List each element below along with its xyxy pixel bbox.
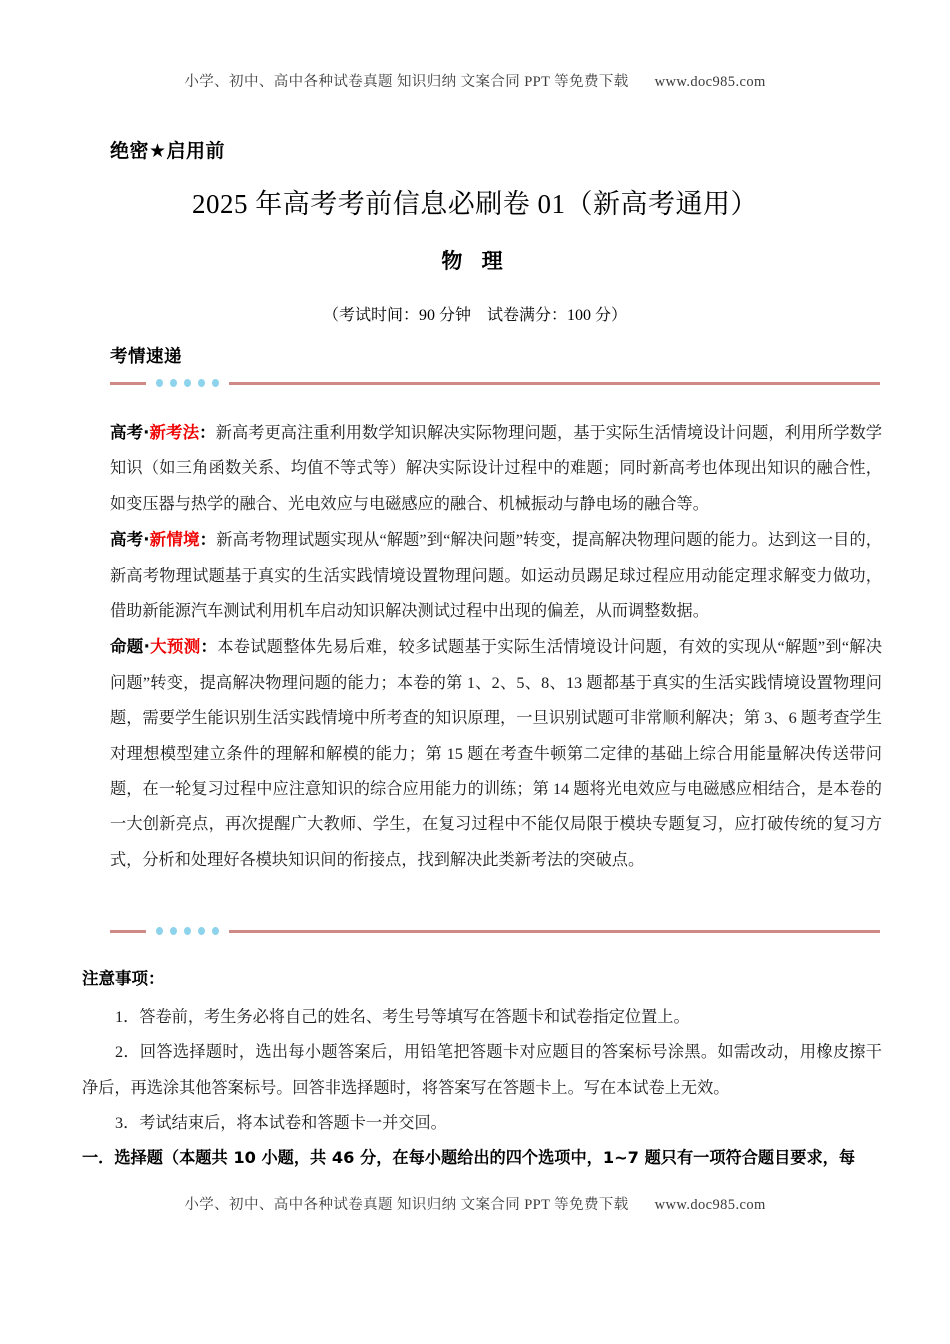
notice-item: 3．考试结束后，将本试卷和答题卡一并交回。 bbox=[115, 1114, 447, 1133]
exam-brief-body bbox=[110, 415, 882, 878]
divider-dot-icon bbox=[156, 379, 163, 387]
brief-tag bbox=[110, 637, 217, 656]
brief-paragraph-text: 新高考物理试题实现从“解题”到“解决问题”转变，提高解决物理问题的能力。达到这一目的，新高考物理试题基于真实的生活实践情境设置物理问题。如运动员踢足球过程应用动能定理求解变力做功，借助新能源汽车测试利用机车启动知识解决测试过程中出现的偏差，从而调整数据。 bbox=[110, 531, 882, 621]
divider-dots bbox=[156, 379, 219, 387]
divider-line-left bbox=[110, 382, 146, 385]
decorative-divider-bottom bbox=[110, 925, 880, 937]
brief-paragraph-text: 本卷试题整体先易后难，较多试题基于实际生活情境设计问题，有效的实现从“解题”到“解决问题”转变，提高解决物理问题的能力；本卷的第 1、2、5、8、13 题都基于真实的生活实践情境设置物理问题，需要学生能识别生活实践情境中所考查的知识原理，一旦识别试题可非常顺利解决；第 3、6 题考查学生对理想模型建立条件的理解和解模的能力；第 15 题在考查牛顿第二定律的基础上综合用能量解决传送带问题，在一轮复习过程中应注意知识的综合应用能力的训练；第 14 题将光电效应与电磁感应相结合，是本卷的一大创新亮点，再次提醒广大教师、学生，在复习过程中不能仅局限于模块专题复习，应打破传统的复习方式，分析和处理好各模块知识间的衔接点，找到解决此类新考法的突破点。 bbox=[110, 638, 883, 869]
secret-label: 绝密★启用前 bbox=[110, 140, 226, 162]
running-footer-text: 小学、初中、高中各种试卷真题 知识归纳 文案合同 PPT 等免费下载 bbox=[184, 1197, 629, 1213]
divider-dot-icon bbox=[212, 379, 219, 387]
divider-dot-icon bbox=[184, 379, 191, 387]
brief-tag-keyword: 大预测 bbox=[149, 637, 201, 657]
brief-paragraph bbox=[110, 522, 882, 629]
notice-item: 2．回答选择题时，选出每小题答案后，用铅笔把答题卡对应题目的答案标号涂黑。如需改动，用橡皮擦干净后，再选涂其他答案标号。回答非选择题时，将答案写在答题卡上。写在本试卷上无效。 bbox=[82, 1043, 882, 1097]
question-section-heading: 一．选择题（本题共 10 小题，共 46 分，在每小题给出的四个选项中，1~7 题只有一项符合题目要求，每 bbox=[82, 1148, 856, 1167]
brief-tag-keyword: 新情境 bbox=[149, 530, 200, 550]
divider-line-left bbox=[110, 930, 146, 933]
brief-tag-keyword: 新考法 bbox=[149, 423, 200, 442]
divider-dot-icon bbox=[170, 927, 177, 935]
brief-paragraph-text: 新高考更高注重利用数学知识解决实际物理问题，基于实际生活情境设计问题，利用所学数学知识（如三角函数关系、均值不等式等）解决实际设计过程中的难题；同时新高考也体现出知识的融合性，如变压器与热学的融合、光电效应与电磁感应的融合、机械振动与静电场的融合等。 bbox=[110, 424, 883, 513]
subject-title: 物 理 bbox=[441, 249, 509, 273]
brief-tag-prefix: 高考· bbox=[110, 423, 150, 442]
divider-dot-icon bbox=[184, 927, 191, 935]
decorative-divider-top bbox=[110, 377, 880, 389]
brief-tag bbox=[110, 530, 216, 549]
brief-tag bbox=[110, 423, 216, 442]
running-footer bbox=[0, 1193, 950, 1214]
brief-tag-prefix: 高考· bbox=[110, 530, 150, 550]
divider-line-right bbox=[229, 930, 880, 933]
brief-tag-colon: ： bbox=[199, 530, 217, 550]
divider-dot-icon bbox=[156, 927, 163, 935]
exam-duration-label: （考试时间：90 分钟 bbox=[322, 307, 471, 324]
divider-dots bbox=[156, 927, 219, 935]
divider-dot-icon bbox=[212, 927, 219, 935]
notice-item: 1．答卷前，考生务必将自己的姓名、考生号等填写在答题卡和试卷指定位置上。 bbox=[115, 1008, 690, 1026]
running-header-url: www.doc985.com bbox=[654, 74, 766, 90]
divider-dot-icon bbox=[198, 927, 205, 935]
section-heading-brief: 考情速递 bbox=[110, 347, 182, 367]
divider-dot-icon bbox=[170, 379, 177, 387]
running-header bbox=[0, 70, 950, 91]
brief-tag-colon: ： bbox=[200, 637, 218, 657]
running-footer-url: www.doc985.com bbox=[654, 1197, 766, 1213]
brief-paragraph bbox=[110, 629, 882, 878]
page-title: 2025 年高考考前信息必刷卷 01（新高考通用） bbox=[192, 189, 758, 219]
running-header-text: 小学、初中、高中各种试卷真题 知识归纳 文案合同 PPT 等免费下载 bbox=[184, 74, 629, 90]
notice-heading: 注意事项： bbox=[82, 969, 165, 988]
brief-tag-prefix: 命题· bbox=[110, 637, 150, 657]
divider-dot-icon bbox=[198, 379, 205, 387]
brief-tag-colon: ： bbox=[199, 423, 216, 442]
notice-list bbox=[82, 1000, 882, 1142]
exam-total-score-label: 试卷满分：100 分） bbox=[487, 307, 628, 324]
brief-paragraph bbox=[110, 415, 882, 522]
divider-line-right bbox=[229, 382, 880, 385]
exam-meta bbox=[0, 302, 950, 325]
